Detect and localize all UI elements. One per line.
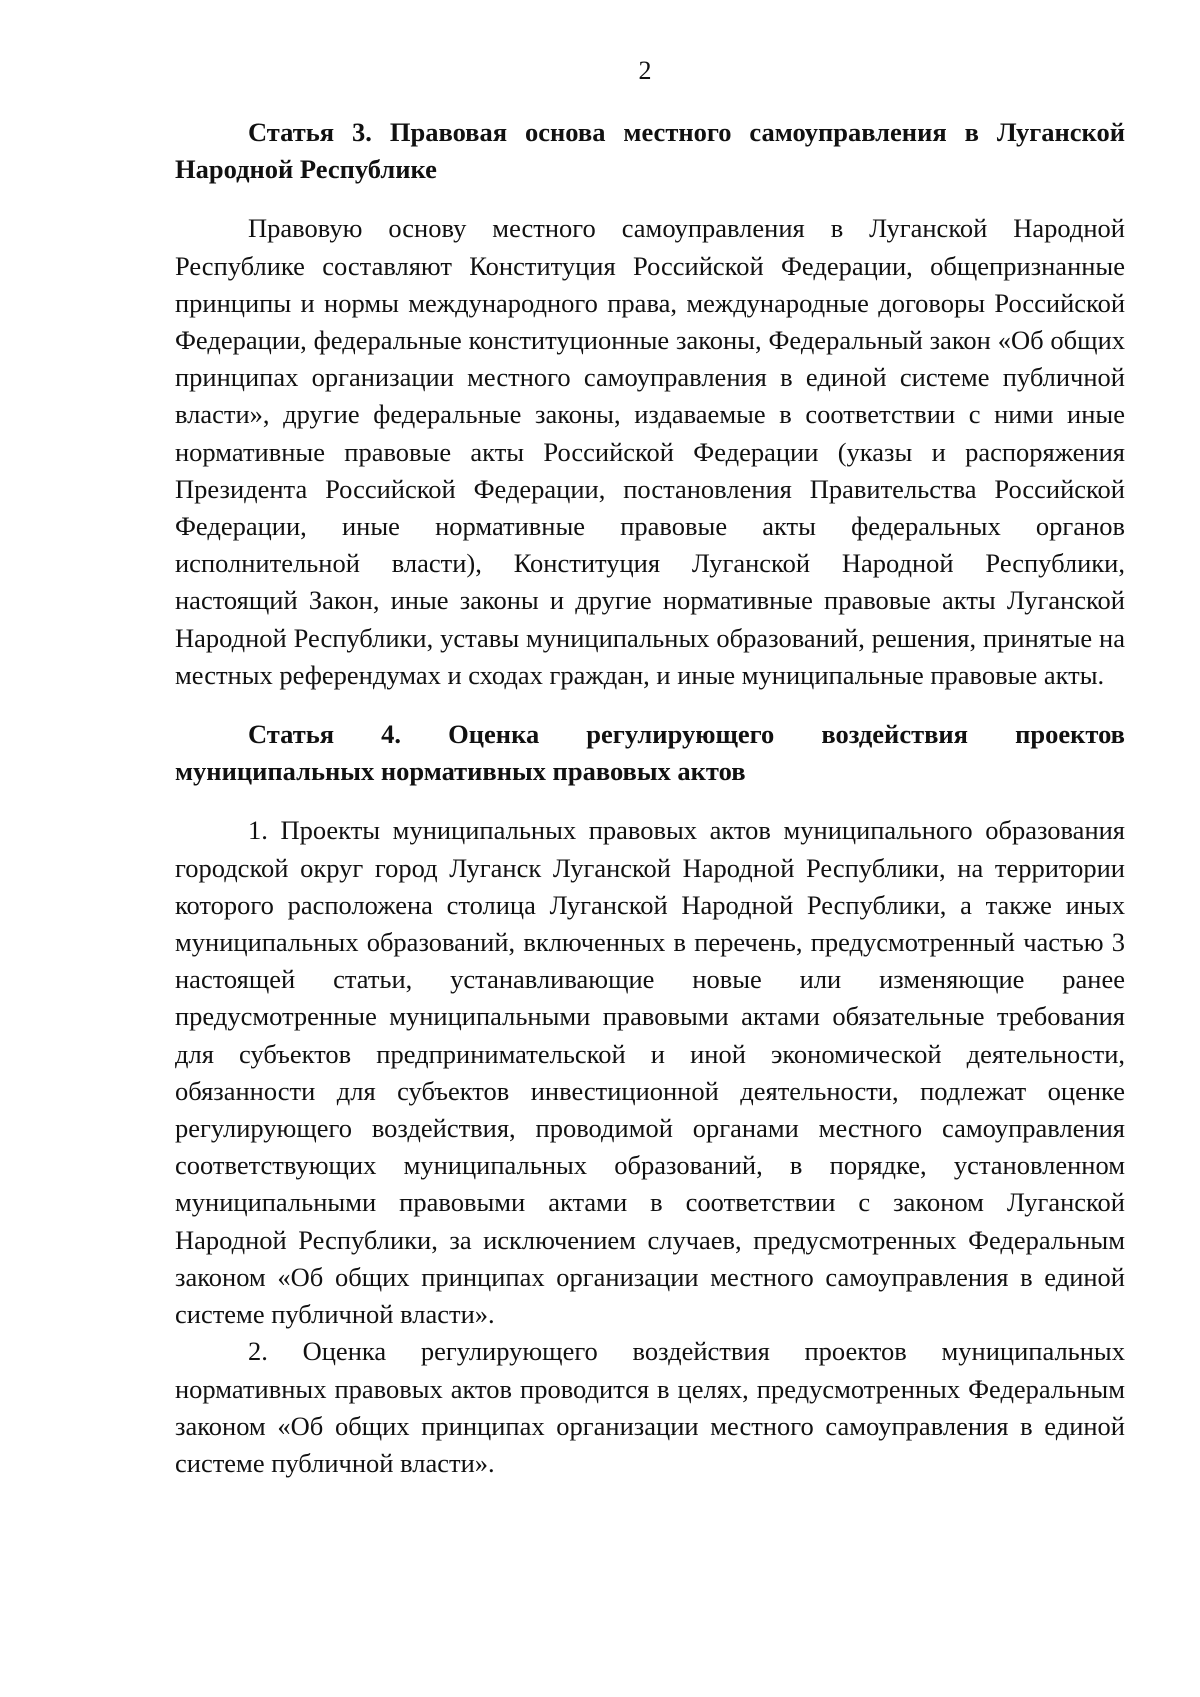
article-heading: Статья 3. Правовая основа местного самоуправления в Луганской Народной Республике	[175, 117, 1125, 185]
article-4	[175, 716, 1125, 1482]
page-number: 2	[638, 56, 652, 85]
article-paragraph: 2. Оценка регулирующего воздействия проектов муниципальных нормативных правовых актов проводится в целях, предусмотренных Федеральным законом «Об общих принципах организации местного самоуправления в единой системе публичной власти».	[175, 1336, 1125, 1478]
article-paragraph: 1. Проекты муниципальных правовых актов муниципального образования городской округ город Луганск Луганской Народной Республики, на территории которого расположена столица Луганской Народной Республики, а также иных муниципальных образований, включенных в перечень, предусмотренный частью 3 настоящей статьи, устанавливающие новые или изменяющие ранее предусмотренные муниципальными правовыми актами обязательные требования для субъектов предпринимательской и иной экономической деятельности, обязанности для субъектов инвестиционной деятельности, подлежат оценке регулирующего воздействия, проводимой органами местного самоуправления соответствующих муниципальных образований, в порядке, установленном муниципальными правовыми актами в соответствии с законом Луганской Народной Республики, за исключением случаев, предусмотренных Федеральным законом «Об общих принципах организации местного самоуправления в единой системе публичной власти».	[175, 815, 1125, 1330]
article-heading: Статья 4. Оценка регулирующего воздействия проектов муниципальных нормативных правовых актов	[175, 719, 1125, 787]
document-body	[175, 114, 1125, 1482]
article-3	[175, 114, 1125, 694]
article-paragraph: Правовую основу местного самоуправления в Луганской Народной Республике составляют Конституция Российской Федерации, общепризнанные принципы и нормы международного права, международные договоры Российской Федерации, федеральные конституционные законы, Федеральный закон «Об общих принципах организации местного самоуправления в единой системе публичной власти», другие федеральные законы, издаваемые в соответствии с ними иные нормативные правовые акты Российской Федерации (указы и распоряжения Президента Российской Федерации, постановления Правительства Российской Федерации, иные нормативные правовые акты федеральных органов исполнительной власти), Конституция Луганской Народной Республики, настоящий Закон, иные законы и другие нормативные правовые акты Луганской Народной Республики, уставы муниципальных образований, решения, принятые на местных референдумах и сходах граждан, и иные муниципальные правовые акты.	[175, 213, 1125, 690]
